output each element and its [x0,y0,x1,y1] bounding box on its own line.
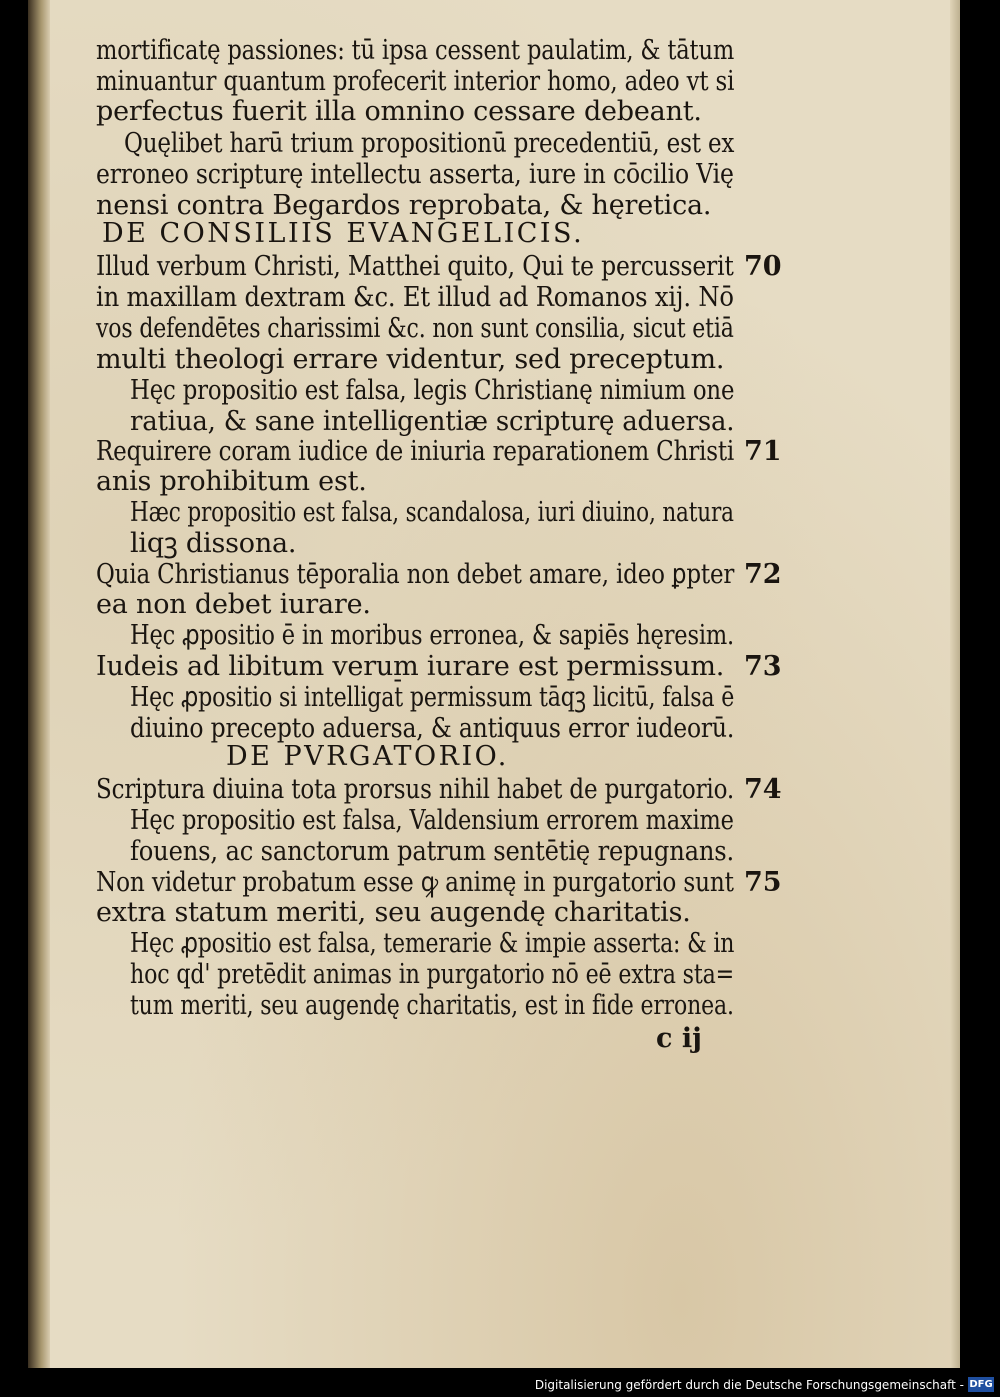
text-line-7: Illud verbum Christi, Matthei quito, Qui te percusserit [96,251,734,282]
text-line-12: ratiua, & sane intelligentiæ scripturę aduersa. [130,406,735,437]
text-line-24: Hęc propositio est falsa, Valdensium errorem maxime [130,805,734,836]
text-line-11: Hęc propositio est falsa, legis Christianę nimium one [130,375,735,406]
text-line-19: Hęc ꝓpositio ē in moribus erronea, & sapiēs hęresim. [130,620,735,651]
text-line-13: Requirere coram iudice de iniuria reparationem Christi [96,436,735,467]
text-line-15: Hæc propositio est falsa, scandalosa, iuri diuino, natura [130,497,734,528]
text-line-22: diuino precepto aduersa, & antiquus error iudeorū. [130,713,735,744]
text-line-21: Hęc ꝓpositio si intelligat̄ permissum tāqꝫ licitū, falsa ē [130,682,735,713]
text-line-4: Quęlibet harū trium propositionū precedentiū, est ex [124,128,735,159]
text-line-16: liqꝫ dissona. [130,528,297,559]
section-heading-purgatorio: DE PVRGATORIO. [226,741,509,772]
text-line-5: erroneo scripturę intellectu asserta, iure in cōcilio Vię [96,159,734,190]
text-line-9: vos defendētes charissimi &c. non sunt consilia, sicut etiā [96,313,734,344]
text-line-26: Non videtur probatum esse ꝙ animę in purgatorio sunt [96,867,734,898]
margin-number-73: 73 [744,651,782,682]
text-line-23: Scriptura diuina tota prorsus nihil habet de purgatorio. [96,774,735,805]
text-line-28: Hęc ꝓpositio est falsa, temerarie & impie asserta: & in [130,928,735,959]
margin-number-75: 75 [744,867,782,898]
footer-credit: Digitalisierung gefördert durch die Deutsche Forschungsgemeinschaft - [534,1378,964,1392]
text-line-29: hoc qd' pretēdit animas in purgatorio nō eē extra sta= [130,959,735,990]
text-line-27: extra statum meriti, seu augendę charitatis. [96,897,691,928]
section-heading-consiliis: DE CONSILIIS EVANGELICIS. [102,218,585,249]
margin-number-72: 72 [744,559,782,590]
signature-mark: c ij [656,1023,702,1054]
text-line-8: in maxillam dextram &c. Et illud ad Romanos xij. Nō [96,282,734,313]
text-line-17: Quia Christianus tēporalia non debet amare, ideo ꝑpter [96,559,735,590]
margin-number-71: 71 [744,436,782,467]
text-line-10: multi theologi errare videntur, sed preceptum. [96,344,725,375]
text-line-20: Iudeis ad libitum verum iurare est permissum. [96,651,725,682]
text-line-14: anis prohibitum est. [96,466,367,497]
text-line-3: perfectus fuerit illa omnino cessare debeant. [96,96,702,127]
text-line-2: minuantur quantum profecerit interior homo, adeo vt si [96,66,735,97]
book-page [28,0,960,1368]
page-gutter [28,0,50,1368]
page-edge [950,0,960,1368]
footer-bar [0,1374,1000,1397]
text-line-1: mortificatę passiones: tū ipsa cessent paulatim, & tātum [96,35,735,66]
text-line-18: ea non debet iurare. [96,589,371,620]
text-line-6: nensi contra Begardos reprobata, & hęretica. [96,190,712,221]
margin-number-74: 74 [744,774,782,805]
dfg-logo-icon: DFG [969,1379,993,1390]
margin-number-70: 70 [744,251,782,282]
text-line-30: tum meriti, seu augendę charitatis, est in fide erronea. [130,990,734,1021]
text-line-25: fouens, ac sanctorum patrum sentētię repugnans. [130,836,735,867]
